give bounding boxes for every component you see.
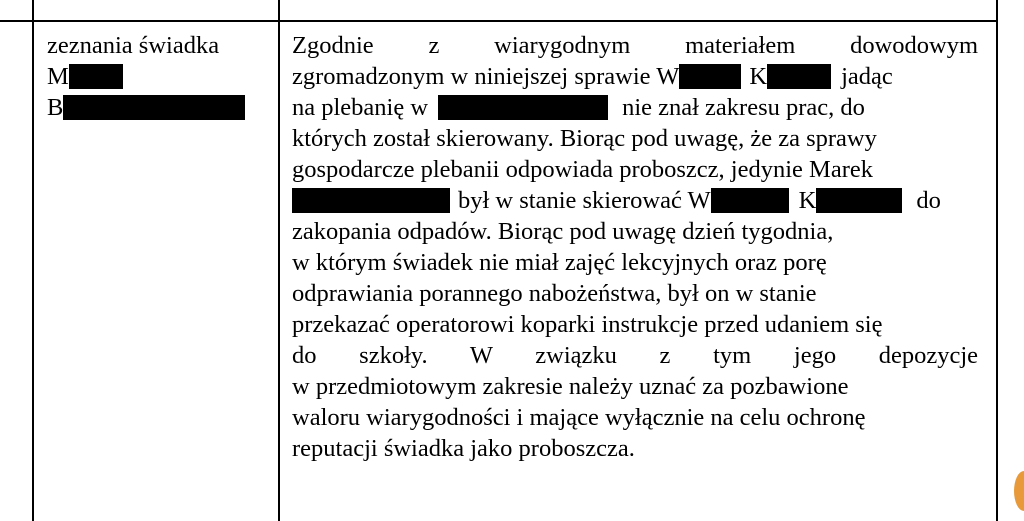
paragraph-line-8: w którym świadek nie miał zajęć lekcyjnych oraz porę — [292, 249, 827, 276]
paragraph-line-10: przekazać operatorowi koparki instrukcje przed udaniem się — [292, 311, 883, 338]
table-border-left — [32, 0, 34, 521]
paragraph-line-13: waloru wiarygodności i mające wyłącznie na celu ochronę — [292, 404, 866, 431]
redaction-box — [767, 64, 831, 89]
redaction-box — [69, 64, 123, 89]
scan-edge-artifact — [1014, 471, 1024, 511]
paragraph-line-14: reputacji świadka jako proboszcza. — [292, 435, 635, 462]
witness-label: zeznania świadka — [47, 32, 220, 59]
paragraph-line-6: był w stanie skierować W K do — [292, 185, 941, 216]
paragraph-line-3: na plebanię w nie znał zakresu prac, do — [292, 94, 865, 121]
table-border-middle — [278, 0, 280, 521]
paragraph-line-7: zakopania odpadów. Biorąc pod uwagę dzień tygodnia, — [292, 218, 834, 245]
paragraph-line-5: gospodarcze plebanii odpowiada proboszcz, jedynie Marek — [292, 156, 873, 183]
paragraph-line-11: do szkoły. W związku z tym jego depozycje — [292, 342, 979, 369]
paragraph-line-9: odprawiania porannego nabożeństwa, był on w stanie — [292, 280, 817, 307]
table-row-divider — [0, 20, 998, 22]
redaction-box — [438, 95, 608, 120]
redaction-box — [816, 188, 902, 213]
paragraph-line-1: Zgodnie z wiarygodnym materiałem dowodowym — [292, 32, 979, 59]
witness-name-line-1: M — [47, 61, 123, 92]
redaction-box — [711, 188, 789, 213]
paragraph-line-2: zgromadzonym w niniejszej sprawie W K jadąc — [292, 63, 893, 90]
paragraph-line-12: w przedmiotowym zakresie należy uznać za pozbawione — [292, 373, 849, 400]
redaction-box — [292, 188, 450, 213]
redaction-box — [63, 95, 245, 120]
table-border-right — [996, 0, 998, 521]
paragraph-line-4: których został skierowany. Biorąc pod uwagę, że za sprawy — [292, 125, 877, 152]
witness-name-line-2: B — [47, 92, 245, 123]
redaction-box — [679, 64, 741, 89]
